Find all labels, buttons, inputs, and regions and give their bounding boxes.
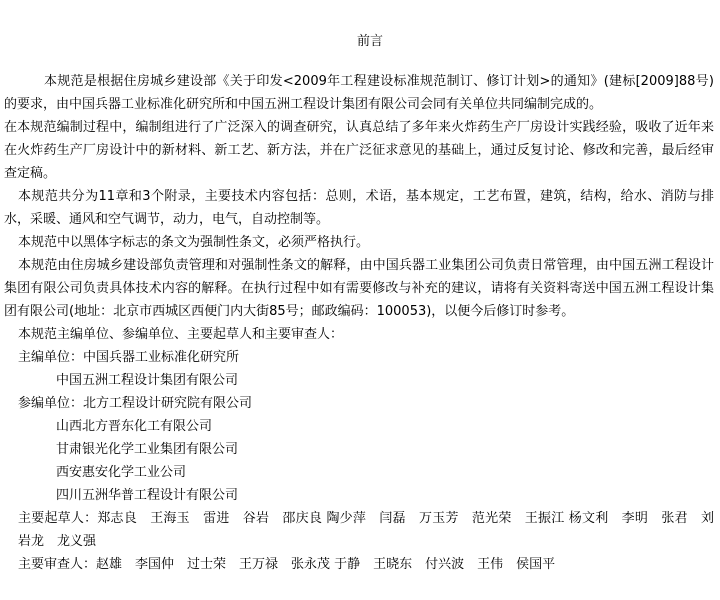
document-body xyxy=(4,70,714,576)
drafters-line: 主要起草人：郑志良 王海玉 雷进 谷岩 邵庆良 陶少萍 闫磊 万玉芳 范光荣 王振江 杨文利 李明 张君 刘岩龙 龙义强 xyxy=(18,511,714,549)
chief-unit-item: 中国五洲工程设计集团有限公司 xyxy=(56,373,239,388)
paragraph-mandatory: 本规范中以黑体字标志的条文为强制性条文，必须严格执行。 xyxy=(18,235,370,250)
chief-unit-line: 主编单位：中国兵器工业标准化研究所 xyxy=(18,350,240,365)
paragraph-process: 在本规范编制过程中，编制组进行了广泛深入的调查研究，认真总结了多年来火炸药生产厂房设计实践经验，吸收了近年来在火炸药生产厂房设计中的新材料、新工艺、新方法，并在广泛征求意见的基础上，通过反复讨论、修改和完善，最后经审查定稿。 xyxy=(4,120,714,181)
reviewers-line: 主要审查人：赵雄 李国仲 过士荣 王万禄 张永茂 于静 王晓东 付兴波 王伟 侯国平 xyxy=(18,557,556,572)
page-title: 前言 xyxy=(356,34,383,49)
participating-unit-item: 四川五洲华普工程设计有限公司 xyxy=(56,488,239,503)
paragraph-basis: 本规范是根据住房城乡建设部《关于印发<2009年工程建设标准规范制订、修订计划>的通知》(建标[2009]88号)的要求，由中国兵器工业标准化研究所和中国五洲工程设计集团有限公司会同有关单位共同编制完成的。 xyxy=(4,74,714,112)
participating-unit-item: 山西北方晋东化工有限公司 xyxy=(56,419,213,434)
paragraph-units-intro: 本规范主编单位、参编单位、主要起草人和主要审查人： xyxy=(18,327,344,342)
participating-unit-item: 甘肃银光化学工业集团有限公司 xyxy=(56,442,239,457)
participating-unit-item: 西安惠安化学工业公司 xyxy=(56,465,187,480)
paragraph-management: 本规范由住房城乡建设部负责管理和对强制性条文的解释，由中国兵器工业集团公司负责日常管理，由中国五洲工程设计集团有限公司负责具体技术内容的解释。在执行过程中如有需要修改与补充的建议，请将有关资料寄送中国五洲工程设计集团有限公司(地址：北京市西城区西便门内大街85号；邮政编码：100053)，以便今后修订时参考。 xyxy=(4,258,714,319)
participating-unit-line: 参编单位：北方工程设计研究院有限公司 xyxy=(18,396,253,411)
paragraph-structure: 本规范共分为11章和3个附录，主要技术内容包括：总则，术语，基本规定，工艺布置，建筑，结构，给水、消防与排水，采暖、通风和空气调节，动力，电气，自动控制等。 xyxy=(4,189,714,227)
